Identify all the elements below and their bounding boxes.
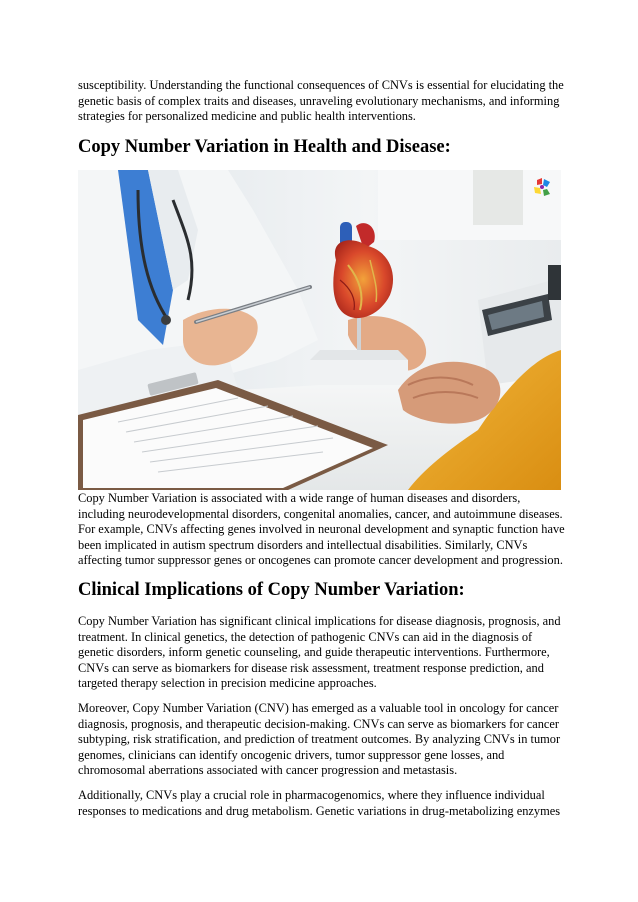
clinical-paragraph-2: Moreover, Copy Number Variation (CNV) has emerged as a valuable tool in oncology for cancer diagnosis, prognosis, and therapeutic decision-making. CNVs can serve as biomarkers for cancer subtyping, risk stratification, and prediction of treatment outcomes. By analyzing CNVs in tumor genomes, clinicians can identify oncogenic drivers, tumor suppressor gene losses, and chromosomal aberrations associated with cancer progression and metastasis. bbox=[78, 701, 561, 777]
clinical-paragraph-3: Additionally, CNVs play a crucial role in pharmacogenomics, where they influence individual responses to medications and drug metabolism. Genetic variations in drug-metabolizing enzymes bbox=[78, 788, 561, 818]
section-heading-health-disease: Copy Number Variation in Health and Disease: bbox=[78, 137, 451, 157]
health-disease-paragraph: Copy Number Variation is associated with a wide range of human diseases and disorders, including neurodevelopmental disorders, congenital anomalies, cancer, and autoimmune diseases. For example, CNVs affecting genes involved in neuronal development and synaptic function have been implicated in autism spectrum disorders and intellectual disabilities. Similarly, CNVs affecting tumor suppressor genes or oncogenes can promote cancer development and progression. bbox=[78, 491, 565, 567]
clinical-paragraph-1: Copy Number Variation has significant clinical implications for disease diagnosis, prognosis, and treatment. In clinical genetics, the detection of pathogenic CNVs can aid in the diagnosis of genetic disorders, inform genetic counseling, and guide therapeutic interventions. Furthermore, CNVs can serve as biomarkers for disease risk assessment, treatment response prediction, and targeted therapy selection in precision medicine approaches. bbox=[78, 614, 561, 690]
doctor-heart-model-image bbox=[78, 170, 561, 490]
section-heading-clinical-implications: Clinical Implications of Copy Number Variation: bbox=[78, 580, 465, 600]
intro-paragraph: susceptibility. Understanding the functional consequences of CNVs is essential for elucidating the genetic basis of complex traits and diseases, unraveling evolutionary mechanisms, and informing strategies for personalized medicine and public health interventions. bbox=[78, 78, 564, 123]
colorful-knot-logo-icon bbox=[531, 176, 553, 198]
